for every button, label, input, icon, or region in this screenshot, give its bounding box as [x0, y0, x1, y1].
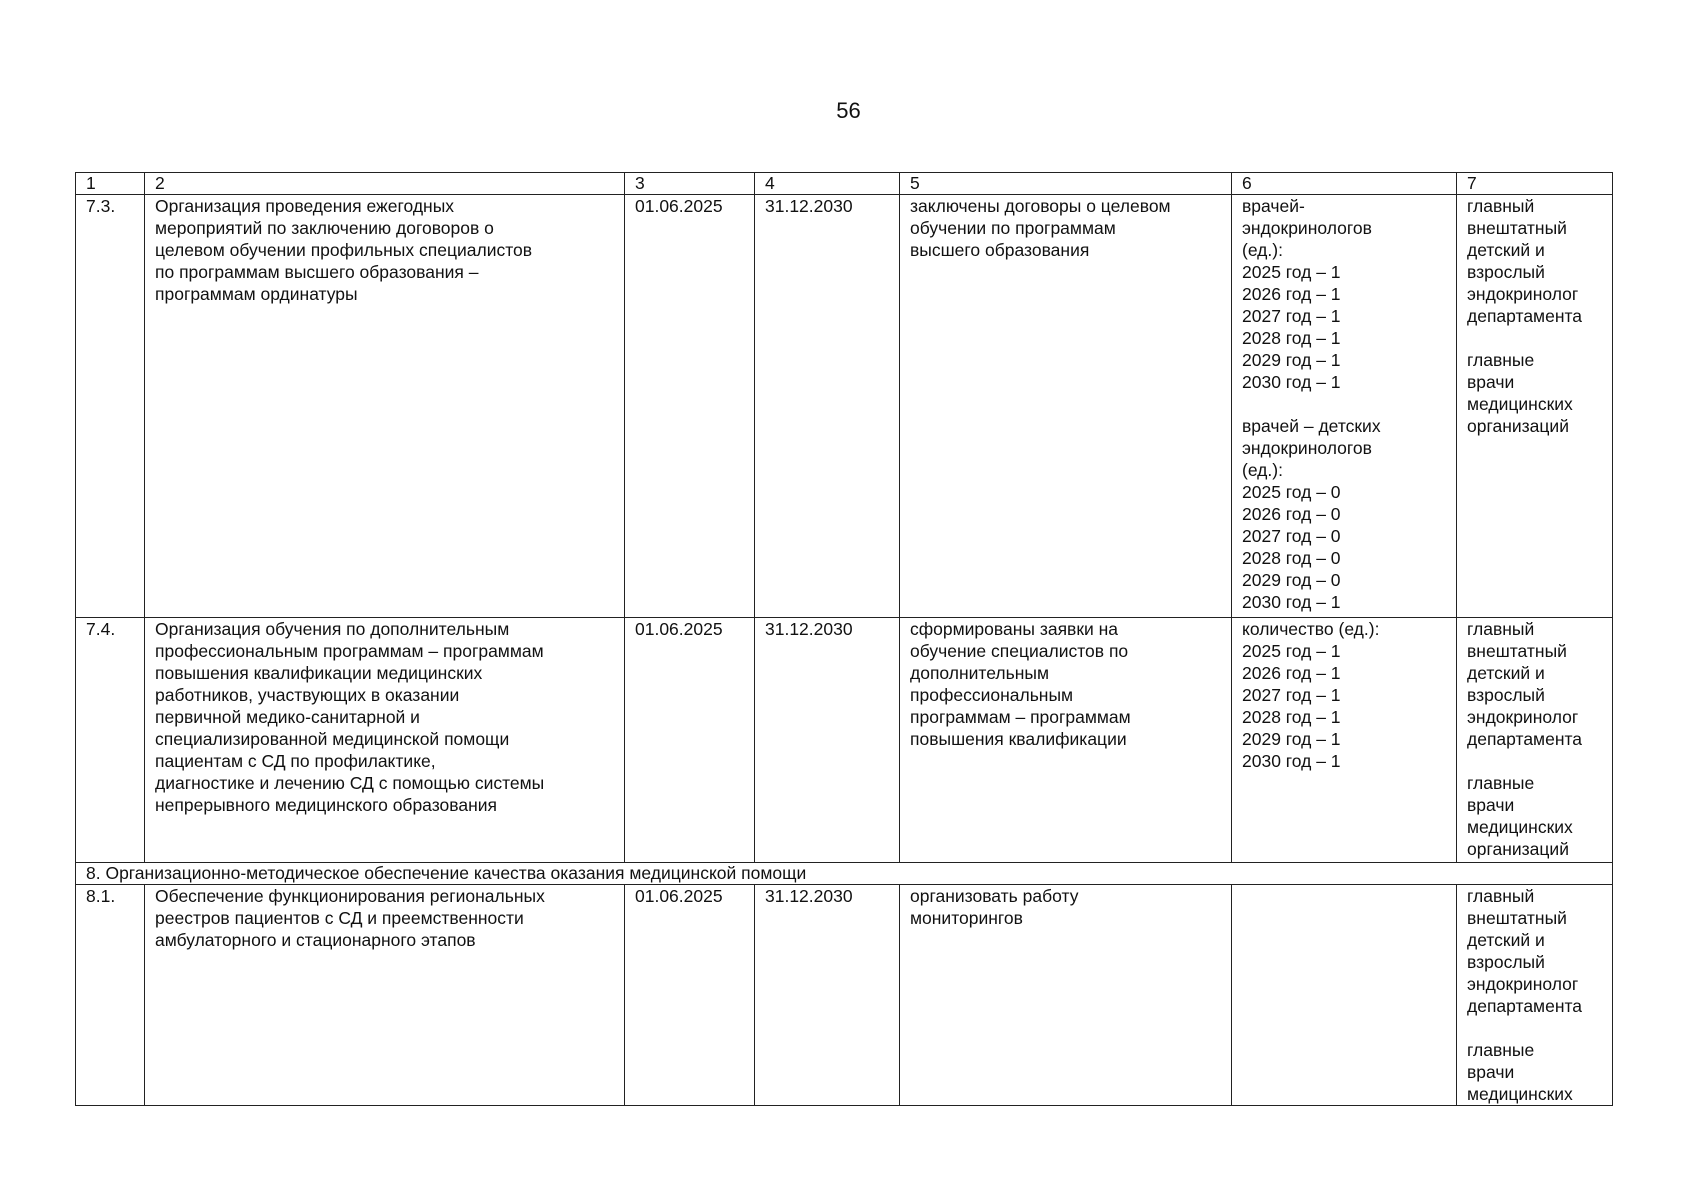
activity-cell [145, 195, 625, 618]
column-numbers-row [76, 173, 1613, 195]
cell-line: количество (ед.): [1242, 619, 1380, 639]
cell-line: врачей- [1242, 196, 1305, 216]
cell-line: главные [1467, 1040, 1535, 1060]
cell-line: программам – программам [910, 707, 1131, 727]
cell-line: медицинских [1467, 394, 1573, 414]
cell-line: главный [1467, 886, 1535, 906]
cell-line: повышения квалификации медицинских [155, 663, 483, 683]
result-cell [900, 618, 1232, 863]
cell-line: департамента [1467, 729, 1583, 749]
cell-line: 2028 год – 1 [1242, 707, 1341, 727]
cell-line: заключены договоры о целевом [910, 196, 1171, 216]
cell-line: врачей – детских [1242, 416, 1381, 436]
cell-line: обучении по программам [910, 218, 1116, 238]
cell-line: обучение специалистов по [910, 641, 1129, 661]
cell-line: мониторингов [910, 908, 1023, 928]
responsible-cell [1457, 618, 1613, 863]
indicator-cell [1232, 618, 1457, 863]
activity-cell [145, 618, 625, 863]
cell-line: Организация обучения по дополнительным [155, 619, 510, 639]
responsible-cell [1457, 885, 1613, 1106]
cell-line: 2027 год – 1 [1242, 306, 1341, 326]
cell-line: 2028 год – 0 [1242, 548, 1341, 568]
cell-line: главные [1467, 773, 1535, 793]
cell-line: целевом обучении профильных специалистов [155, 240, 533, 260]
table-row [76, 885, 1613, 1106]
line-gap [1467, 327, 1604, 349]
table-row [76, 618, 1613, 863]
cell-line: 2029 год – 0 [1242, 570, 1341, 590]
cell-line: детский и [1467, 240, 1545, 260]
cell-line: эндокринологов [1242, 218, 1372, 238]
column-header: 6 [1232, 173, 1457, 195]
cell-line: (ед.): [1242, 460, 1283, 480]
line-gap [1467, 1017, 1604, 1039]
cell-line: организаций [1467, 416, 1569, 436]
activity-cell [145, 885, 625, 1106]
cell-line: взрослый [1467, 262, 1545, 282]
cell-line: 2026 год – 1 [1242, 663, 1341, 683]
cell-line: врачи [1467, 795, 1515, 815]
column-header: 4 [755, 173, 900, 195]
column-header: 7 [1457, 173, 1613, 195]
line-gap [1242, 393, 1448, 415]
cell-line: врачи [1467, 372, 1515, 392]
cell-line: работников, участвующих в оказании [155, 685, 460, 705]
cell-line: медицинских [1467, 817, 1573, 837]
cell-line: 2026 год – 0 [1242, 504, 1341, 524]
start-date: 01.06.2025 [625, 618, 755, 863]
row-number: 8.1. [76, 885, 145, 1106]
cell-line: департамента [1467, 996, 1583, 1016]
cell-line: 2027 год – 1 [1242, 685, 1341, 705]
end-date: 31.12.2030 [755, 618, 900, 863]
line-gap [1467, 750, 1604, 772]
cell-line: 2025 год – 1 [1242, 641, 1341, 661]
cell-line: 2028 год – 1 [1242, 328, 1341, 348]
cell-line: непрерывного медицинского образования [155, 795, 498, 815]
cell-line: 2025 год – 1 [1242, 262, 1341, 282]
cell-line: главные [1467, 350, 1535, 370]
start-date: 01.06.2025 [625, 195, 755, 618]
cell-line: 2029 год – 1 [1242, 729, 1341, 749]
cell-line: главный [1467, 196, 1535, 216]
cell-line: Организация проведения ежегодных [155, 196, 455, 216]
cell-line: внештатный [1467, 908, 1567, 928]
cell-line: детский и [1467, 930, 1545, 950]
cell-line: программам ординатуры [155, 284, 358, 304]
cell-line: организовать работу [910, 886, 1079, 906]
column-header: 3 [625, 173, 755, 195]
indicator-cell [1232, 885, 1457, 1106]
page-number: 56 [836, 98, 861, 123]
row-number: 7.3. [76, 195, 145, 618]
cell-line: по программам высшего образования – [155, 262, 479, 282]
cell-line: внештатный [1467, 641, 1567, 661]
cell-line: эндокринолог [1467, 974, 1579, 994]
responsible-cell [1457, 195, 1613, 618]
cell-line: первичной медико-санитарной и [155, 707, 420, 727]
cell-line: 2029 год – 1 [1242, 350, 1341, 370]
result-cell [900, 885, 1232, 1106]
column-header: 1 [76, 173, 145, 195]
cell-line: 2026 год – 1 [1242, 284, 1341, 304]
cell-line: 2030 год – 1 [1242, 372, 1341, 392]
cell-line: пациентам с СД по профилактике, [155, 751, 436, 771]
row-number: 7.4. [76, 618, 145, 863]
activity-plan-table [75, 172, 1613, 1106]
cell-line: профессиональным программам – программам [155, 641, 544, 661]
cell-line: взрослый [1467, 952, 1545, 972]
cell-line: медицинских [1467, 1084, 1573, 1104]
cell-line: эндокринолог [1467, 284, 1579, 304]
cell-line: дополнительным [910, 663, 1049, 683]
column-header: 5 [900, 173, 1232, 195]
cell-line: 2030 год – 1 [1242, 751, 1341, 771]
cell-line: реестров пациентов с СД и преемственности [155, 908, 524, 928]
cell-line: Обеспечение функционирования региональных [155, 886, 545, 906]
cell-line: внештатный [1467, 218, 1567, 238]
cell-line: 2027 год – 0 [1242, 526, 1341, 546]
section-row [76, 863, 1613, 885]
start-date: 01.06.2025 [625, 885, 755, 1106]
section-title: 8. Организационно-методическое обеспечение качества оказания медицинской помощи [76, 863, 1613, 885]
cell-line: повышения квалификации [910, 729, 1127, 749]
cell-line: 2025 год – 0 [1242, 482, 1341, 502]
cell-line: эндокринологов [1242, 438, 1372, 458]
end-date: 31.12.2030 [755, 195, 900, 618]
cell-line: профессиональным [910, 685, 1074, 705]
cell-line: (ед.): [1242, 240, 1283, 260]
cell-line: 2030 год – 1 [1242, 592, 1341, 612]
cell-line: организаций [1467, 839, 1569, 859]
end-date: 31.12.2030 [755, 885, 900, 1106]
cell-line: диагностике и лечению СД с помощью системы [155, 773, 545, 793]
cell-line: взрослый [1467, 685, 1545, 705]
indicator-cell [1232, 195, 1457, 618]
cell-line: сформированы заявки на [910, 619, 1119, 639]
cell-line: детский и [1467, 663, 1545, 683]
cell-line: амбулаторного и стационарного этапов [155, 930, 476, 950]
cell-line: высшего образования [910, 240, 1090, 260]
cell-line: департамента [1467, 306, 1583, 326]
cell-line: главный [1467, 619, 1535, 639]
result-cell [900, 195, 1232, 618]
table-row [76, 195, 1613, 618]
cell-line: врачи [1467, 1062, 1515, 1082]
cell-line: мероприятий по заключению договоров о [155, 218, 494, 238]
cell-line: эндокринолог [1467, 707, 1579, 727]
cell-line: специализированной медицинской помощи [155, 729, 510, 749]
column-header: 2 [145, 173, 625, 195]
